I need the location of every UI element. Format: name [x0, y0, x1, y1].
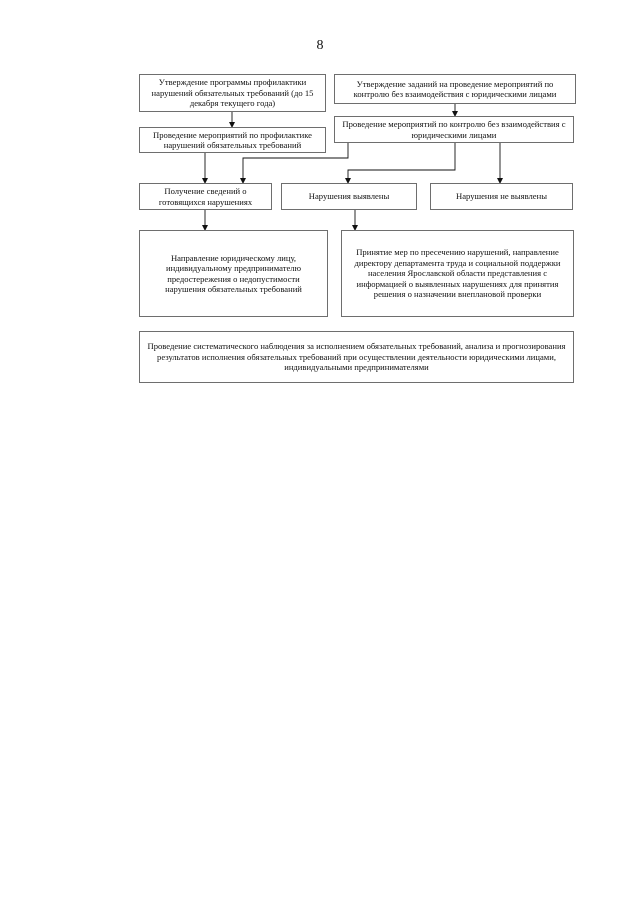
arrow-control-to-found	[348, 143, 455, 183]
violations-not-found-box: Нарушения не выявлены	[430, 183, 573, 210]
violations-found-box: Нарушения выявлены	[281, 183, 417, 210]
systematic-monitoring-box: Проведение систематического наблюдения за исполнением обязательных требований, анализа и прогнозирования результатов исполнения обязательных требований при осуществлении деятельности юридическими лицами, индивидуальными предпринимателями	[139, 331, 574, 383]
page-number: 8	[316, 38, 324, 53]
approve-program-box: Утверждение программы профилактики нарушений обязательных требований (до 15 декабря текущего года)	[139, 74, 326, 112]
approve-tasks-box: Утверждение заданий на проведение мероприятий по контролю без взаимодействия с юридическими лицами	[334, 74, 576, 104]
measures-taken-box: Принятие мер по пресечению нарушений, направление директору департамента труда и социальной поддержки населения Ярославской области представления с информацией о выявленных нарушениях для принятия решения о назначении внеплановой проверки	[341, 230, 574, 317]
prevention-measures-box: Проведение мероприятий по профилактике нарушений обязательных требований	[139, 127, 326, 153]
info-received-box: Получение сведений о готовящихся нарушениях	[139, 183, 272, 210]
control-measures-box: Проведение мероприятий по контролю без взаимодействия с юридическими лицами	[334, 116, 574, 143]
warning-box: Направление юридическому лицу, индивидуальному предпринимателю предостережения о недопустимости нарушения обязательных требований	[139, 230, 328, 317]
